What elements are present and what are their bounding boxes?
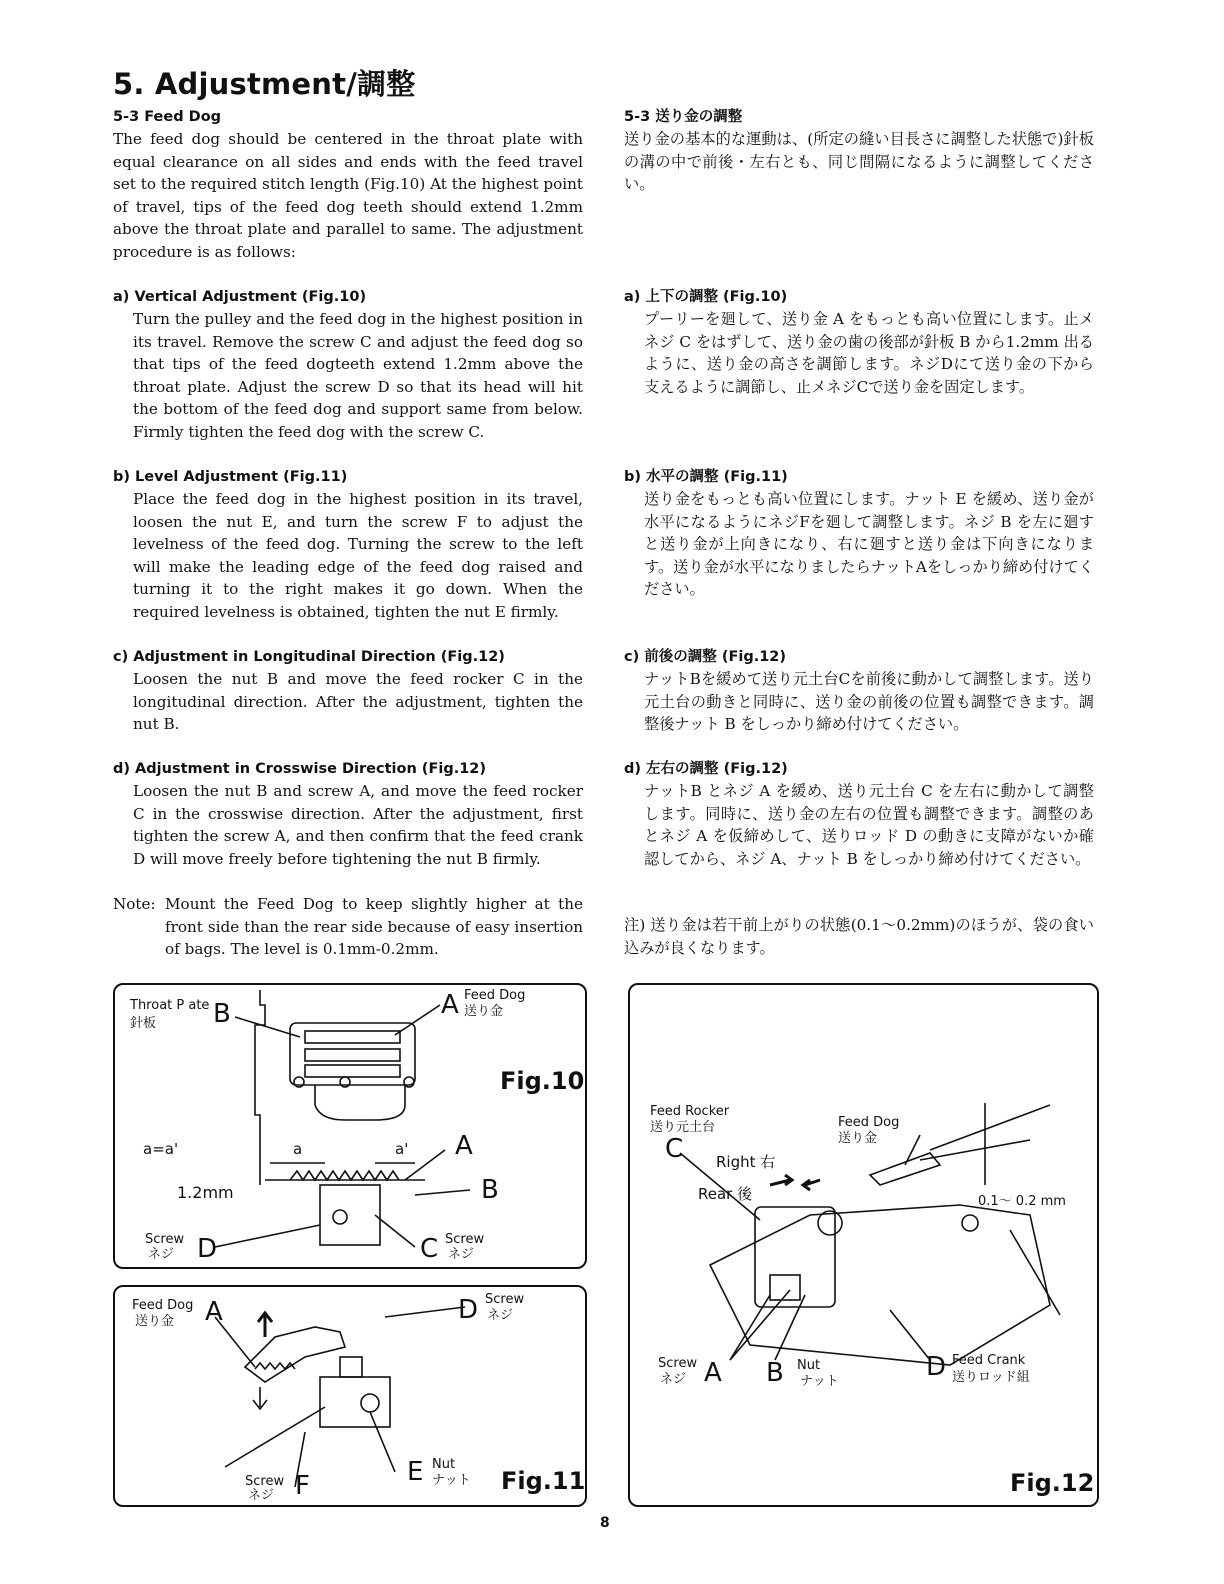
subsection-c-body: Loosen the nut B and move the feed rocker C in the longitudinal direction. After the adjustment, tighten the nut B.: [133, 670, 583, 733]
subsection-c-title: c) Adjustment in Longitudinal Direction (Fig.12): [113, 649, 505, 665]
fig12-rear-label: Rear 後: [698, 1185, 753, 1203]
jp-subsection-c-body: ナットBを緩めて送り元土台Cを前後に動かして調整します。送り元土台の動きと同時に、送り金の前後の位置も調整できます。調整後ナット B をしっかり締め付けてください。: [644, 670, 1094, 733]
section-b: [113, 466, 583, 623]
fig10-leader-A2: [405, 1150, 445, 1180]
fig12-arrow-left: [803, 1180, 820, 1190]
fig11-screw-label-F: Screw: [245, 1474, 285, 1489]
fig11-screw-label-D: Screw: [485, 1292, 525, 1307]
fig12-range-label: 0.1～ 0.2 mm: [978, 1194, 1066, 1209]
section-feed-dog: [113, 106, 583, 263]
subsection-b-title: b) Level Adjustment (Fig.11): [113, 469, 348, 485]
subsection-d-title: d) Adjustment in Crosswise Direction (Fig.12): [113, 761, 487, 777]
fig10-letter-A: A: [441, 990, 459, 1020]
fig10-throat-plate-jp: 針板: [130, 1016, 157, 1031]
fig10-screw-jp-C: ネジ: [448, 1247, 475, 1262]
fig10-drawing: [115, 985, 585, 1267]
fig12-feed-crank-label: Feed Crank: [952, 1353, 1026, 1368]
fig12-nut-jp: ナット: [800, 1374, 839, 1389]
intro-text: The feed dog should be centered in the throat plate with equal clearance on all sides and ends with the feed travel set to the required stitch length (Fig.10) At the highest point of travel, tips of the feed dog teeth should extend 1.2mm above the throat plate and parallel to same. The adjustment procedure is as follows:: [113, 130, 583, 261]
figure-11: [113, 1285, 587, 1507]
fig10-a: a: [293, 1140, 303, 1158]
jp-subsection-b-body: 送り金をもっとも高い位置にします。ナット E を緩め、送り金が水平になるようにネジFを廻して調整します。ネジ B を左に廻すと送り金が上向きになり、右に廻すと送り金は下向きになります。送り金が水平になりましたらナットAをしっかり締め付けてください。: [644, 490, 1094, 598]
fig12-number: Fig.12: [1010, 1469, 1095, 1497]
fig12-leader-A1: [730, 1295, 770, 1360]
jp-section-heading: 5-3 送り金の調整: [624, 109, 743, 125]
fig11-screw-jp-D: ネジ: [487, 1308, 514, 1323]
fig10-feed-dog-label: Feed Dog: [464, 988, 526, 1003]
fig11-nut-label: Nut: [432, 1457, 456, 1472]
fig12-feed-rocker-jp: 送り元土台: [650, 1120, 716, 1135]
fig10-slot-3: [305, 1065, 400, 1077]
section-heading: 5-3 Feed Dog: [113, 109, 222, 125]
fig11-number: Fig.11: [501, 1467, 586, 1495]
fig11-screwdriver: [225, 1407, 325, 1467]
fig10-feed-dog-jp: 送り金: [464, 1004, 504, 1019]
fig12-screw-jp: ネジ: [660, 1372, 687, 1387]
fig10-leader-A: [395, 1005, 440, 1035]
fig12-letter-B: B: [766, 1358, 784, 1388]
fig12-right-label: Right 右: [716, 1153, 776, 1171]
note-body: Mount the Feed Dog to keep slightly higher at the front side than the rear side because of easy insertion of bags. The level is 0.1mm-0.2mm.: [165, 895, 583, 958]
fig12-letter-A: A: [704, 1358, 722, 1388]
fig12-feed-crank-jp: 送りロッド組: [952, 1370, 1030, 1385]
fig11-nut-E: [361, 1394, 379, 1412]
jp-subsection-d-body: ナットB とネジ A を緩め、送り元土台 C を左右に動かして調整します。同時に、送り金の左右の位置も調整できます。調整のあとネジ A を仮締めして、送りロッド D の動きに支障がないか確認してから、ネジ A、ナット B をしっかり締め付けてください。: [644, 782, 1094, 868]
fig12-arrow-right: [770, 1175, 792, 1185]
fig11-arrow-down: [253, 1387, 267, 1409]
fig12-leader-feed-dog: [905, 1135, 920, 1165]
fig10-letter-D: D: [197, 1234, 218, 1264]
page-title: 5. Adjustment/調整: [113, 67, 416, 101]
fig11-arrow-up: [258, 1313, 272, 1337]
fig12-slope-line: [930, 1105, 1050, 1150]
fig10-screw-D: [333, 1210, 347, 1224]
fig12-feed-rocker-label: Feed Rocker: [650, 1104, 730, 1119]
jp-section-c: [624, 646, 1094, 736]
fig10-letter-B: B: [213, 999, 231, 1029]
fig11-screw-D: [340, 1357, 362, 1377]
fig10-letter-C: C: [420, 1234, 439, 1264]
fig11-teeth: [255, 1363, 295, 1369]
fig10-dimension: 1.2mm: [177, 1183, 234, 1202]
fig10-leader-C: [375, 1215, 415, 1247]
fig11-letter-D: D: [458, 1295, 479, 1325]
fig12-letter-C: C: [665, 1134, 684, 1164]
fig10-slot-1: [305, 1031, 400, 1043]
fig11-feed-dog: [245, 1327, 345, 1382]
fig10-throat-plate: [290, 1023, 415, 1085]
jp-subsection-b-title: b) 水平の調整 (Fig.11): [624, 469, 788, 485]
figure-12: [628, 983, 1099, 1507]
fig10-throat-plate-label: Throat P ate: [130, 998, 210, 1013]
fig11-leader-E: [370, 1412, 395, 1472]
fig10-teeth: [290, 1171, 399, 1180]
fig12-pivot-1: [818, 1211, 842, 1235]
subsection-b-body: Place the feed dog in the highest position in its travel, loosen the nut E, and turn the screw F to adjust the levelness of the feed dog. Turning the screw to the left will make the leading edge of the feed dog raised and turning it to the right makes it go down. When the required levelness is obtained, tighten the nut E firmly.: [133, 490, 583, 621]
fig11-letter-A: A: [205, 1297, 223, 1327]
subsection-d-body: Loosen the nut B and screw A, and move the feed rocker C in the crosswise direction. After the adjustment, first tighten the screw A, and then confirm that the feed crank D will move freely before tightening the nut B firmly.: [133, 782, 583, 868]
jp-subsection-d-title: d) 左右の調整 (Fig.12): [624, 761, 788, 777]
fig12-feed-dog-jp: 送り金: [838, 1131, 878, 1146]
jp-subsection-a-body: プーリーを廻して、送り金 A をもっとも高い位置にします。止メネジ C をはずして、送り金の歯の後部が針板 B から1.2mm 出るように、送り金の高さを調節します。ネジDにて送り金の下から支えるように調節し、止メネジCで送り金を固定します。: [644, 310, 1094, 396]
fig12-leader-D: [890, 1310, 930, 1360]
fig11-screw-jp-F: ネジ: [248, 1488, 275, 1503]
subsection-a-title: a) Vertical Adjustment (Fig.10): [113, 289, 367, 305]
fig11-nut-jp: ナット: [432, 1473, 471, 1488]
fig12-pivot-2: [962, 1215, 978, 1231]
fig10-screw-jp-D: ネジ: [148, 1247, 175, 1262]
section-c: [113, 646, 583, 736]
jp-section-d: [624, 758, 1094, 870]
fig10-a-prime: a': [395, 1140, 409, 1158]
fig10-screw-label-C: Screw: [445, 1232, 485, 1247]
fig10-leader-B2: [415, 1190, 470, 1195]
fig10-leader-D: [215, 1225, 320, 1247]
section-d: [113, 758, 583, 870]
section-a: [113, 286, 583, 443]
figure-10: [113, 983, 587, 1269]
fig10-base: [315, 1085, 405, 1120]
fig12-level-line: [920, 1140, 1030, 1160]
fig12-letter-D: D: [926, 1352, 947, 1382]
note: [113, 893, 583, 961]
fig10-letter-B2: B: [481, 1175, 499, 1205]
fig10-a-equals: a=a': [143, 1140, 179, 1158]
fig12-body: [710, 1205, 1050, 1365]
note-label: Note:: [113, 895, 156, 913]
fig12-feed-dog-label: Feed Dog: [838, 1115, 900, 1130]
jp-section-a: [624, 286, 1094, 398]
fig11-letter-F: F: [295, 1471, 310, 1501]
fig10-letter-A2: A: [455, 1131, 473, 1161]
fig10-slot-2: [305, 1049, 400, 1061]
fig10-dog-body: [320, 1185, 380, 1245]
subsection-a-body: Turn the pulley and the feed dog in the highest position in its travel. Remove the screw C and adjust the feed dog so that tips of the feed dogteeth extend 1.2mm above the throat plate. Adjust the screw D so that its head will hit the bottom of the feed dog and support same from below. Firmly tighten the feed dog with the screw C.: [133, 310, 583, 441]
fig11-feed-dog-label: Feed Dog: [132, 1298, 194, 1313]
fig10-screw-label-D: Screw: [145, 1232, 185, 1247]
fig11-leader-D: [385, 1307, 465, 1317]
fig12-drawing: [630, 985, 1097, 1505]
fig11-feed-dog-jp: 送り金: [135, 1314, 175, 1329]
jp-subsection-c-title: c) 前後の調整 (Fig.12): [624, 649, 787, 665]
page-number: 8: [600, 1515, 610, 1531]
fig12-rod: [1010, 1230, 1060, 1315]
fig12-screw-label: Screw: [658, 1356, 698, 1371]
jp-note: [624, 914, 1094, 959]
jp-intro-text: 送り金の基本的な運動は、(所定の縫い目長さに調整した状態で)針板の溝の中で前後・左右とも、同じ間隔になるように調整してください。: [624, 130, 1094, 193]
fig10-plate-edge: [255, 990, 265, 1185]
fig12-leader-A2: [730, 1290, 790, 1360]
fig12-nut-label: Nut: [797, 1358, 821, 1373]
fig11-letter-E: E: [407, 1457, 424, 1487]
jp-subsection-a-title: a) 上下の調整 (Fig.10): [624, 289, 788, 305]
jp-section-feed-dog: [624, 106, 1094, 196]
fig10-number: Fig.10: [500, 1067, 585, 1095]
jp-section-b: [624, 466, 1094, 601]
jp-note-body: 注) 送り金は若干前上がりの状態(0.1～0.2mm)のほうが、袋の食い込みが良くなります。: [624, 916, 1094, 957]
